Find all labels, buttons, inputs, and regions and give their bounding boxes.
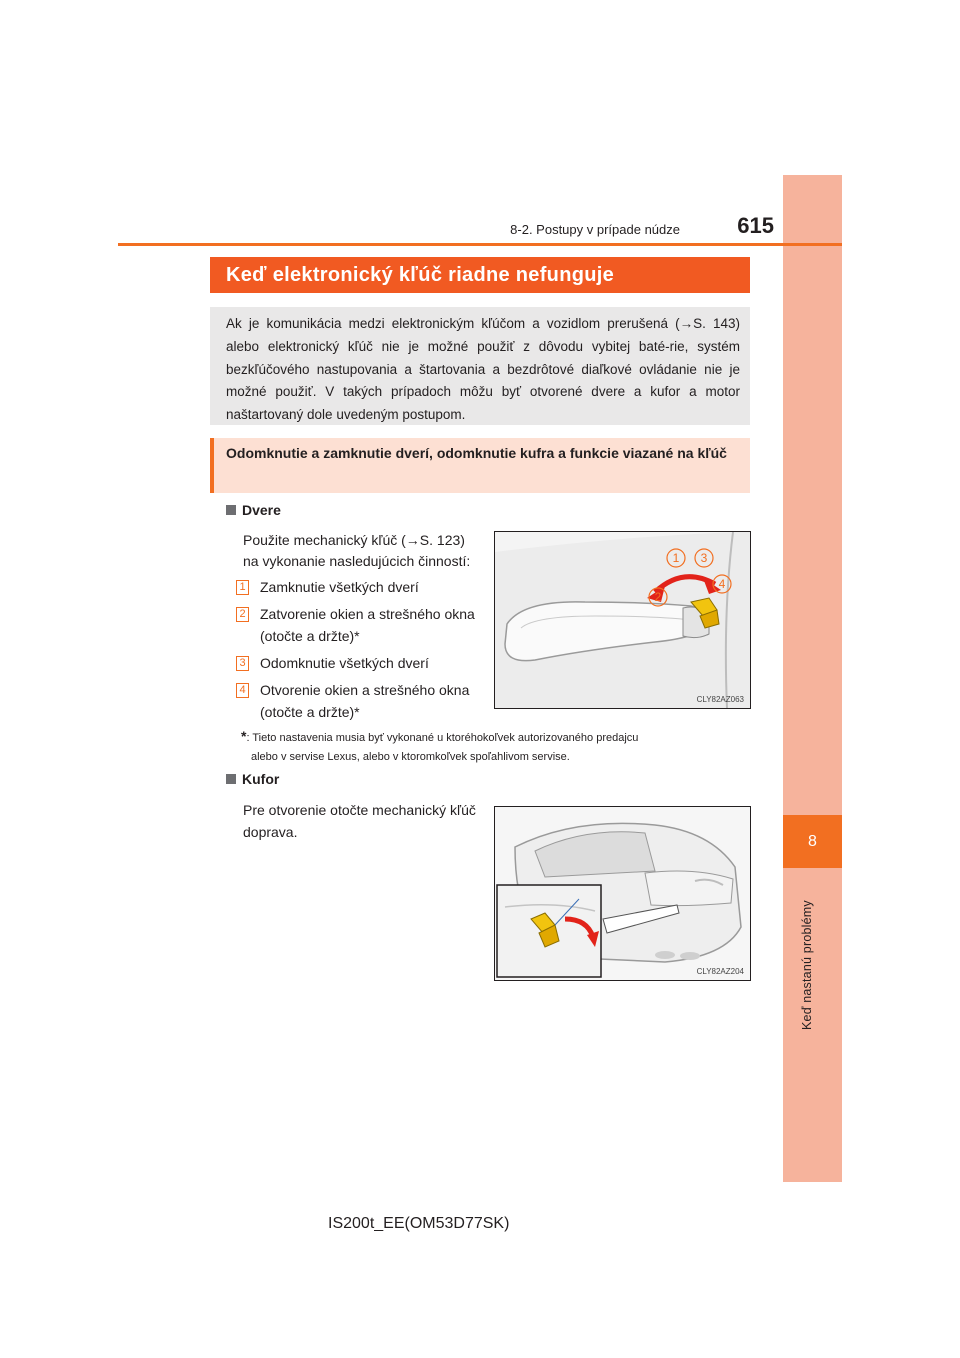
footnote [241, 727, 751, 767]
chapter-side-tab [783, 175, 842, 1182]
trunk-text-line-1: Pre otvorenie otočte mechanický kľúč [243, 802, 476, 818]
door-handle-illustration [495, 532, 750, 708]
bullet-square-icon [226, 505, 236, 515]
list-item-text: (otočte a držte)* [260, 628, 360, 644]
step-number-badge: 2 [236, 607, 249, 622]
figure-label-1: 1 [672, 551, 680, 565]
trunk-heading-text: Kufor [242, 771, 280, 787]
trunk-text-line-2: doprava. [243, 824, 298, 840]
figure-code: CLY82AZ063 [696, 695, 744, 704]
list-item-text: (otočte a držte)* [260, 704, 360, 720]
subsection-title: Odomknutie a zamknutie dverí, odomknutie kufra a funkcie viazané na kľúč [210, 438, 750, 493]
header-rule [118, 243, 842, 246]
footnote-line-1: *: Tieto nastavenia musia byť vykonané u ktoréhokoľvek autorizovaného predajcu [241, 728, 639, 744]
running-header: 8-2. Postupy v prípade núdze [510, 222, 680, 237]
figure-label-2: 2 [654, 590, 662, 604]
step-number-badge: 4 [236, 683, 249, 698]
intro-box: Ak je komunikácia medzi elektronickým kľúčom a vozidlom prerušená (→S. 143) alebo elektronický kľúč nie je možné použiť z dôvodu vybitej baté-rie, systém bezkľúčového nastupovania a štartovania a bezdrôtové diaľkové ovládanie nie je možné použiť. V takých prípadoch môžu byť otvorené dvere a kufor a motor naštartovaný dole uvedeným postupom. [210, 307, 750, 425]
figure-code: CLY82AZ204 [696, 967, 744, 976]
list-item-text: Odomknutie všetkých dverí [260, 655, 429, 671]
trunk-key-figure [494, 806, 751, 981]
footnote-mark: * [241, 728, 247, 744]
section-title: Keď elektronický kľúč riadne nefunguje [210, 257, 750, 293]
page-number: 615 [737, 213, 774, 238]
doors-heading-text: Dvere [242, 502, 281, 518]
figure-label-4: 4 [718, 577, 726, 591]
bullet-square-icon [226, 774, 236, 784]
document-code: IS200t_EE(OM53D77SK) [328, 1215, 510, 1232]
doors-intro-line-2: na vykonanie nasledujúcich činností: [243, 553, 471, 569]
chapter-label: Keď nastanú problémy [800, 900, 814, 1030]
figure-label-3: 3 [700, 551, 708, 565]
doors-intro-line-1: Použite mechanický kľúč (→S. 123) [243, 532, 465, 548]
list-item-text: Zatvorenie okien a strešného okna [260, 606, 475, 622]
footnote-line-2: alebo v servise Lexus, alebo v ktoromkoľvek spoľahlivom servise. [251, 751, 570, 763]
trunk-illustration [495, 807, 750, 980]
list-item-text: Zamknutie všetkých dverí [260, 579, 419, 595]
trunk-heading [226, 771, 279, 787]
list-item-text: Otvorenie okien a strešného okna [260, 682, 470, 698]
step-number-badge: 3 [236, 656, 249, 671]
door-handle-figure [494, 531, 751, 709]
chapter-number: 8 [783, 815, 842, 868]
doors-heading [226, 502, 281, 518]
step-number-badge: 1 [236, 580, 249, 595]
